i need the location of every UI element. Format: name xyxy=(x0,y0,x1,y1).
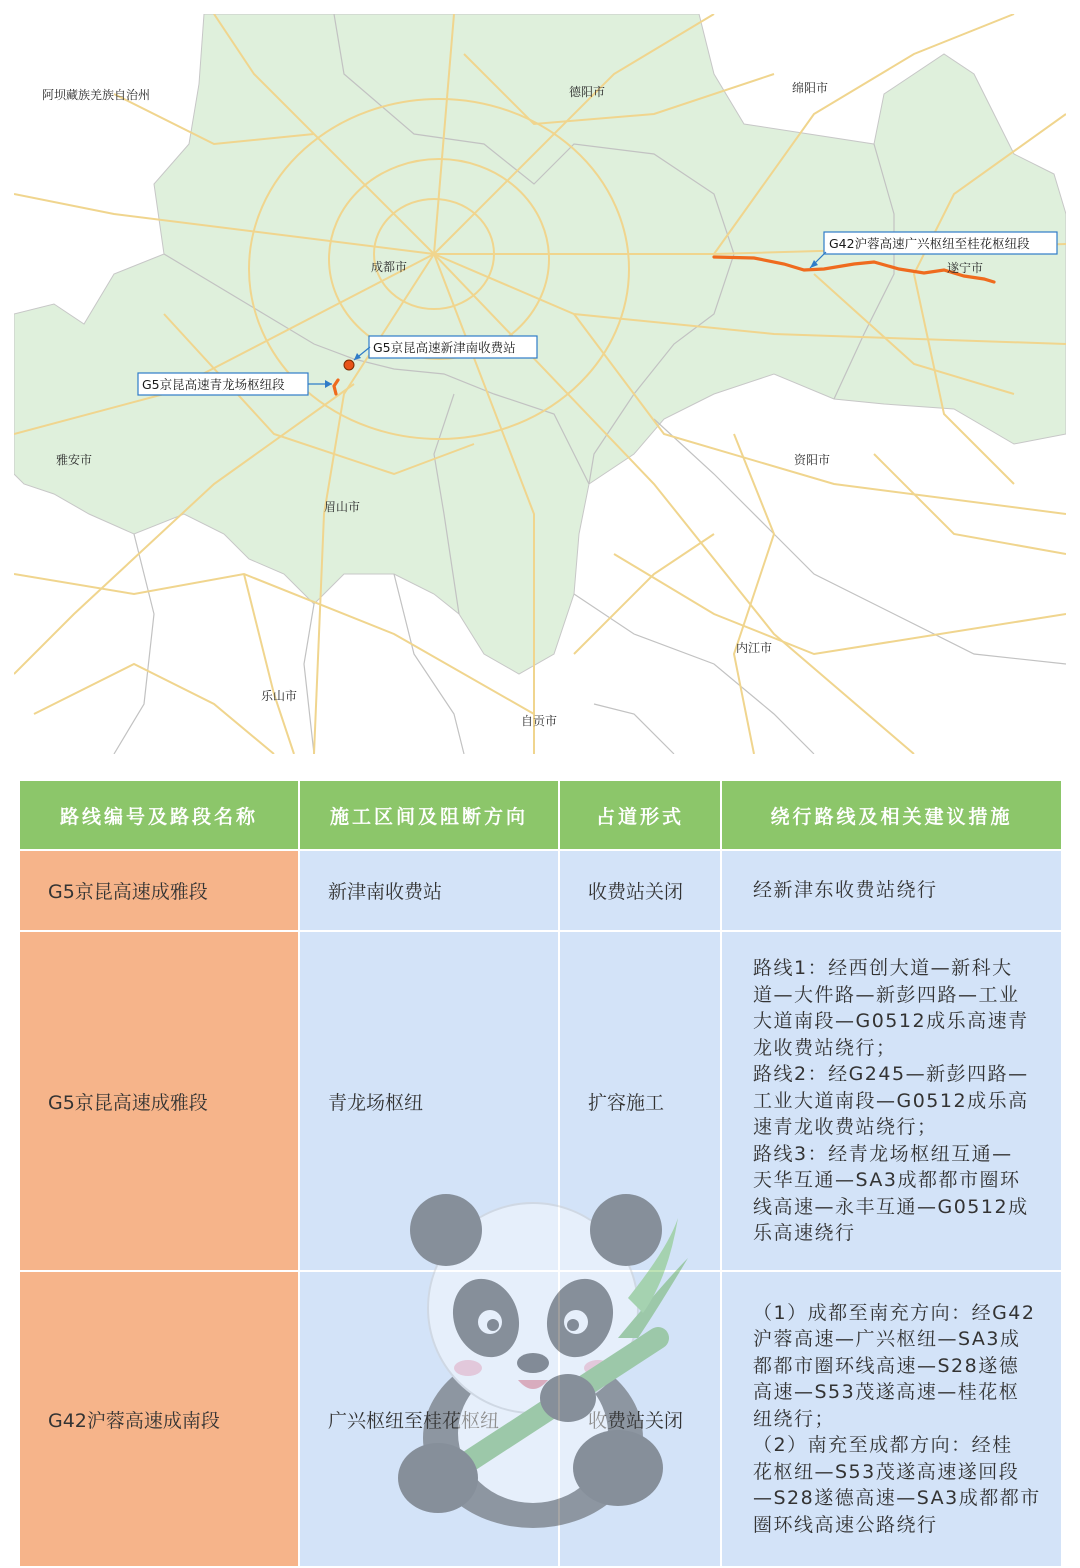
cell-route-name: G5京昆高速成雅段 xyxy=(19,850,299,931)
cell-occupancy-form: 收费站关闭 xyxy=(559,850,721,931)
city-label-neijiang: 内江市 xyxy=(736,641,773,655)
detour-line: 都都市圈环线高速—S28遂德 xyxy=(753,1354,1020,1377)
city-label-zigong: 自贡市 xyxy=(521,714,558,728)
detour-line: 花枢纽—S53茂遂高速遂回段 xyxy=(753,1460,1020,1483)
city-label-chengdu: 成都市 xyxy=(371,260,408,274)
table-row xyxy=(19,850,1062,931)
detour-line: 沪蓉高速—广兴枢纽—SA3成 xyxy=(753,1328,1021,1351)
cell-section: 广兴枢纽至桂花枢纽 xyxy=(299,1271,559,1567)
city-label-yaan: 雅安市 xyxy=(56,453,93,467)
cell-route-name: G5京昆高速成雅段 xyxy=(19,931,299,1271)
callout-label-xinjin: G5京昆高速新津南收费站 xyxy=(373,340,516,355)
detour-line: （2）南充至成都方向：经桂 xyxy=(753,1434,1013,1457)
cell-occupancy-form: 扩容施工 xyxy=(559,931,721,1271)
detour-line: 速青龙收费站绕行； xyxy=(753,1116,938,1139)
cell-detour xyxy=(721,931,1062,1271)
cell-occupancy-form: 收费站关闭 xyxy=(559,1271,721,1567)
header-route-name: 路线编号及路段名称 xyxy=(19,780,299,850)
cell-section: 青龙场枢纽 xyxy=(299,931,559,1271)
header-section: 施工区间及阻断方向 xyxy=(299,780,559,850)
detour-line: 经新津东收费站绕行 xyxy=(753,879,938,902)
callout-xinjin[interactable] xyxy=(354,336,537,360)
city-label-mianyang: 绵阳市 xyxy=(792,81,829,95)
detour-line: 线高速—永丰互通—G0512成 xyxy=(753,1195,1029,1218)
detour-line: 高速—S53茂遂高速—桂花枢 xyxy=(753,1381,1020,1404)
detour-line: 路线1：经西创大道—新科大 xyxy=(753,957,1013,980)
detour-line: 乐高速绕行 xyxy=(753,1222,856,1245)
detour-line: 天华互通—SA3成都都市圈环 xyxy=(753,1169,1021,1192)
detour-line: 路线3：经青龙场枢纽互通— xyxy=(753,1142,1013,1165)
city-label-leshan: 乐山市 xyxy=(261,689,298,703)
city-label-aba: 阿坝藏族羌族自治州 xyxy=(42,88,151,102)
header-occupancy-form: 占道形式 xyxy=(559,780,721,850)
detour-table xyxy=(18,779,1063,1568)
city-label-ziyang: 资阳市 xyxy=(794,453,831,467)
callout-label-g42: G42沪蓉高速广兴枢纽至桂花枢纽段 xyxy=(829,236,1030,251)
detour-line: 大道南段—G0512成乐高速青 xyxy=(753,1010,1029,1033)
cell-detour xyxy=(721,850,1062,931)
detour-line: （1）成都至南充方向：经G42 xyxy=(753,1301,1036,1324)
cell-detour xyxy=(721,1271,1062,1567)
detour-line: 龙收费站绕行； xyxy=(753,1036,897,1059)
cell-section: 新津南收费站 xyxy=(299,850,559,931)
table-row xyxy=(19,931,1062,1271)
map-panel[interactable] xyxy=(14,14,1066,754)
callout-label-qinglongchang: G5京昆高速青龙场枢纽段 xyxy=(142,377,285,392)
cell-route-name: G42沪蓉高速成南段 xyxy=(19,1271,299,1567)
detour-line: —S28遂德高速—SA3成都都市 xyxy=(753,1487,1041,1510)
detour-line: 圈环线高速公路绕行 xyxy=(753,1513,938,1536)
detour-line: 工业大道南段—G0512成乐高 xyxy=(753,1089,1029,1112)
xinjin-toll-marker xyxy=(344,360,354,370)
callout-qinglongchang[interactable] xyxy=(138,373,332,395)
header-detour: 绕行路线及相关建议措施 xyxy=(721,780,1062,850)
detour-line: 道—大件路—新彭四路—工业 xyxy=(753,983,1020,1006)
city-label-meishan: 眉山市 xyxy=(324,500,361,514)
detour-line: 纽绕行； xyxy=(753,1407,836,1430)
city-label-deyang: 德阳市 xyxy=(569,85,606,99)
city-label-suining: 遂宁市 xyxy=(947,261,984,275)
table-header-row xyxy=(19,780,1062,850)
table-row xyxy=(19,1271,1062,1567)
detour-line: 路线2：经G245—新彭四路— xyxy=(753,1063,1029,1086)
